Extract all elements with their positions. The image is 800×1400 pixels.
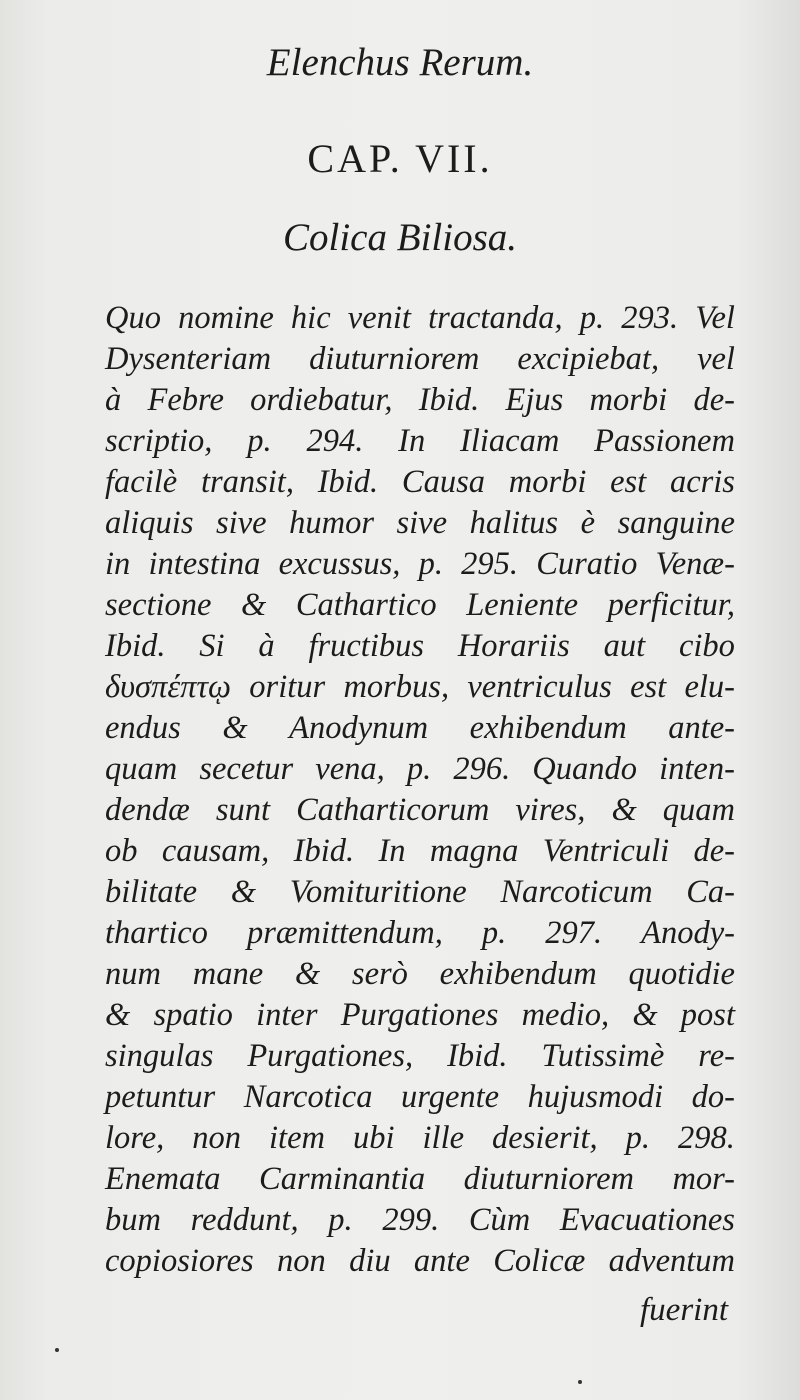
word: præmittendum, [246, 915, 443, 951]
word: petuntur [105, 1079, 216, 1115]
word: Ibid. [418, 382, 480, 418]
text-line [105, 790, 735, 831]
word: excussus, [278, 546, 401, 582]
word: quam [662, 792, 735, 828]
word: ubi [353, 1120, 395, 1156]
running-header: Elenchus Rerum. [266, 41, 534, 84]
word: Ibid. [293, 833, 355, 869]
word: inten- [659, 751, 735, 787]
word: diuturniorem [309, 341, 480, 377]
text-line [105, 913, 735, 954]
word: inter [256, 997, 318, 1033]
text-line [105, 1118, 735, 1159]
word: humor [289, 505, 374, 541]
text-line [105, 1200, 735, 1241]
word: Si [199, 628, 225, 664]
text-line [105, 298, 735, 339]
word: δυσπέπτῳ [105, 669, 232, 705]
word: sive [216, 505, 267, 541]
word: Horariis [457, 628, 570, 664]
word: singulas [105, 1038, 214, 1074]
word: sunt [215, 792, 271, 828]
word: perficitur, [607, 587, 735, 623]
word: à [105, 382, 122, 418]
word: In [398, 423, 426, 459]
word: endus [105, 710, 181, 746]
word: Anodynum [289, 710, 429, 746]
word: p. [481, 915, 507, 951]
word: bum [105, 1202, 161, 1238]
text-line [105, 872, 735, 913]
word: serò [351, 956, 408, 992]
word: non [276, 1243, 326, 1279]
word: copiosiores [105, 1243, 254, 1279]
word: est [630, 669, 667, 705]
text-line [105, 831, 735, 872]
word: aut [603, 628, 646, 664]
word: item [269, 1120, 325, 1156]
word: Cùm [468, 1202, 531, 1238]
word: sive [396, 505, 448, 541]
word: mor- [672, 1161, 735, 1197]
word: Leniente [466, 587, 579, 623]
word: tractanda, [428, 300, 563, 336]
word: Catharticorum [296, 792, 490, 828]
word: in [105, 546, 131, 582]
word: Narcotica [243, 1079, 373, 1115]
text-line [105, 667, 735, 708]
word: à [258, 628, 275, 664]
word: Ibid. [447, 1038, 508, 1074]
word: fructibus [308, 628, 425, 664]
word: elu- [684, 669, 735, 705]
word: & [230, 874, 257, 910]
word: ante [413, 1243, 470, 1279]
word: dendæ [105, 792, 190, 828]
word: magna [429, 833, 519, 869]
word: de- [693, 833, 735, 869]
text-line [105, 1036, 735, 1077]
word: transit, [200, 464, 294, 500]
word: sectione [105, 587, 212, 623]
word: Colicæ [493, 1243, 586, 1279]
word: reddunt, [190, 1202, 299, 1238]
word: venit [347, 300, 411, 336]
word: Enemata [105, 1161, 221, 1197]
word: In [378, 833, 406, 869]
word: cibo [678, 628, 735, 664]
word: & [241, 587, 267, 623]
word: Tutissimè [541, 1038, 665, 1074]
word: spatio [153, 997, 233, 1033]
word: de- [693, 382, 735, 418]
word: Ventriculi [542, 833, 670, 869]
word: sanguine [617, 505, 735, 541]
word: nomine [178, 300, 274, 336]
word: ob [105, 833, 138, 869]
word: Vel [695, 300, 735, 336]
word: medio, [521, 997, 610, 1033]
body-text [105, 298, 735, 1282]
word: Venæ- [655, 546, 735, 582]
word: exhibendum [469, 710, 627, 746]
word: ille [422, 1120, 465, 1156]
text-line [105, 503, 735, 544]
word: Carminantia [259, 1161, 426, 1197]
word: 297. [545, 915, 603, 951]
word: Cathartico [295, 587, 437, 623]
word: 298. [678, 1120, 735, 1156]
word: hic [290, 300, 331, 336]
word: 293. [621, 300, 679, 336]
word: & [611, 792, 637, 828]
word: 299. [382, 1202, 440, 1238]
word: Ejus [505, 382, 564, 418]
text-line [105, 421, 735, 462]
ink-speck [55, 1348, 59, 1352]
word: vel [697, 341, 735, 377]
word: excipiebat, [517, 341, 660, 377]
word: intestina [148, 546, 261, 582]
word: vires, [515, 792, 586, 828]
text-line [105, 1159, 735, 1200]
word: adventum [608, 1243, 735, 1279]
word: urgente [401, 1079, 500, 1115]
word: morbus, [343, 669, 450, 705]
word: Anody- [641, 915, 735, 951]
word: Ibid. [317, 464, 379, 500]
word: Evacuationes [559, 1202, 735, 1238]
text-line [105, 339, 735, 380]
word: oritur [249, 669, 326, 705]
word: quam [105, 751, 178, 787]
word: thartico [105, 915, 208, 951]
word: scriptio, [105, 423, 213, 459]
word: Curatio [536, 546, 638, 582]
word: Quo [105, 300, 161, 336]
word: Passionem [594, 423, 735, 459]
word: p. [579, 300, 605, 336]
word: Dysenteriam [105, 341, 272, 377]
word: bilitate [105, 874, 198, 910]
word: p. [328, 1202, 353, 1238]
word: ante- [668, 710, 735, 746]
word: morbi [508, 464, 587, 500]
word: diu [349, 1243, 391, 1279]
word: Narcoticum [500, 874, 653, 910]
word: secetur [199, 751, 294, 787]
word: mane [192, 956, 264, 992]
word: Ca- [686, 874, 735, 910]
word: acris [669, 464, 735, 500]
word: aliquis [105, 505, 194, 541]
text-line [105, 1077, 735, 1118]
word: 295. [461, 546, 519, 582]
ink-speck [578, 1380, 582, 1384]
text-line [105, 462, 735, 503]
word: non [192, 1120, 242, 1156]
text-line [105, 708, 735, 749]
word: desierit, [492, 1120, 598, 1156]
word: ventriculus [467, 669, 612, 705]
word: ordiebatur, [250, 382, 393, 418]
chapter-subtitle: Colica Biliosa. [283, 216, 517, 259]
text-line [105, 544, 735, 585]
text-line [105, 380, 735, 421]
word: quotidie [628, 956, 735, 992]
word: post [680, 997, 735, 1033]
word: p. [247, 423, 272, 459]
word: causam, [161, 833, 270, 869]
word: & [105, 997, 131, 1033]
text-line [105, 995, 735, 1036]
word: facilè [105, 464, 178, 500]
word: Quando [532, 751, 638, 787]
text-line [105, 1241, 735, 1282]
word: Febre [147, 382, 224, 418]
word: exhibendum [439, 956, 597, 992]
word: Purgationes, [247, 1038, 414, 1074]
word: & [222, 710, 248, 746]
word: do- [691, 1079, 735, 1115]
word: re- [698, 1038, 735, 1074]
word: halitus [469, 505, 559, 541]
chapter-heading: CAP. VII. [307, 136, 493, 181]
word: 294. [306, 423, 364, 459]
word: & [294, 956, 321, 992]
word: hujusmodi [527, 1079, 664, 1115]
word: num [105, 956, 161, 992]
word: Ibid. [105, 628, 166, 664]
word: Vomituritione [289, 874, 467, 910]
text-line [105, 954, 735, 995]
word: p. [625, 1120, 651, 1156]
word: p. [418, 546, 443, 582]
word: è [580, 505, 596, 541]
text-line [105, 749, 735, 790]
word: est [610, 464, 647, 500]
word: p. [406, 751, 432, 787]
word: diuturniorem [463, 1161, 634, 1197]
word: Purgationes [340, 997, 499, 1033]
word: & [632, 997, 658, 1033]
word: vena, [315, 751, 385, 787]
word: Iliacam [460, 423, 560, 459]
word: lore, [105, 1120, 165, 1156]
word: morbi [589, 382, 668, 418]
text-line [105, 585, 735, 626]
word: 296. [453, 751, 511, 787]
catchword: fuerint [640, 1292, 728, 1328]
word: Causa [401, 464, 485, 500]
text-line [105, 626, 735, 667]
